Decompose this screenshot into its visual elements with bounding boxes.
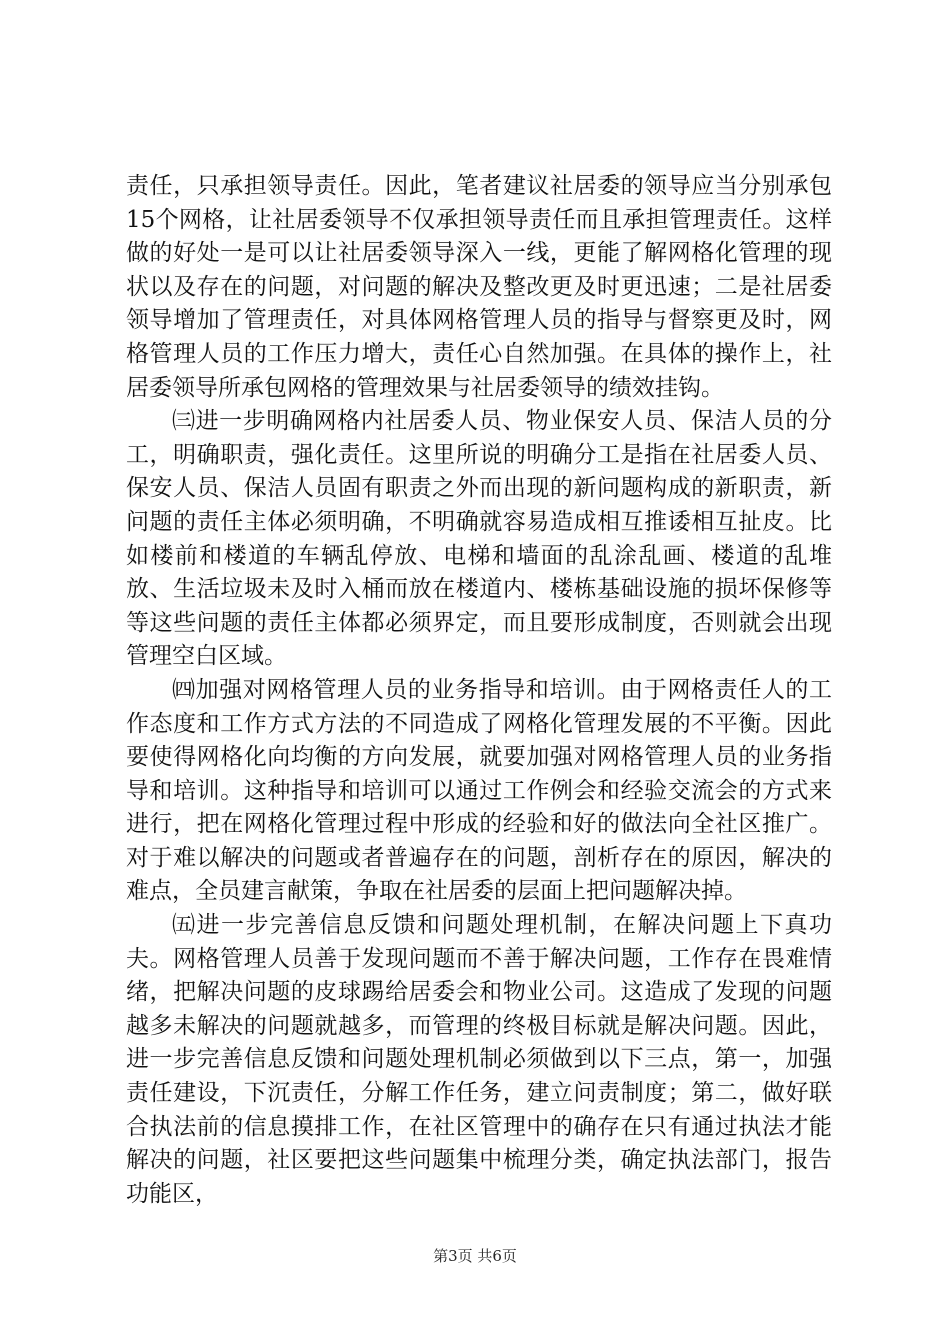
document-body: [126, 170, 832, 1211]
paragraph-section-4: ㈣加强对网格管理人员的业务指导和培训。由于网格责任人的工作态度和工作方式方法的不同造成了网格化管理发展的不平衡。因此要使得网格化向均衡的方向发展，就要加强对网格管理人员的业务指导和培训。这种指导和培训可以通过工作例会和经验交流会的方式来进行，把在网格化管理过程中形成的经验和好的做法向全社区推广。对于难以解决的问题或者普遍存在的问题，剖析存在的原因，解决的难点，全员建言献策，争取在社居委的层面上把问题解决掉。: [126, 676, 832, 905]
page-footer: 第3页 共6页: [433, 1247, 517, 1265]
paragraph-section-5: ㈤进一步完善信息反馈和问题处理机制，在解决问题上下真功夫。网格管理人员善于发现问题而不善于解决问题，工作存在畏难情绪，把解决问题的皮球踢给居委会和物业公司。这造成了发现的问题越多未解决的问题就越多，而管理的终极目标就是解决问题。因此，进一步完善信息反馈和问题处理机制必须做到以下三点，第一，加强责任建设，下沉责任，分解工作任务，建立问责制度；第二，做好联合执法前的信息摸排工作，在社区管理中的确存在只有通过执法才能解决的问题，社区要把这些问题集中梳理分类，确定执法部门，报告功能区，: [126, 912, 832, 1207]
paragraph-continuation: 责任，只承担领导责任。因此，笔者建议社居委的领导应当分别承包15个网格，让社居委领导不仅承担领导责任而且承担管理责任。这样做的好处一是可以让社居委领导深入一线，更能了解网格化管理的现状以及存在的问题，对问题的解决及整改更及时更迅速；二是社居委领导增加了管理责任，对具体网格管理人员的指导与督察更及时，网格管理人员的工作压力增大，责任心自然加强。在具体的操作上，社居委领导所承包网格的管理效果与社居委领导的绩效挂钩。: [126, 173, 832, 401]
paragraph-section-3: ㈢进一步明确网格内社居委人员、物业保安人员、保洁人员的分工，明确职责，强化责任。这里所说的明确分工是指在社居委人员、保安人员、保洁人员固有职责之外而出现的新问题构成的新职责，新问题的责任主体必须明确，不明确就容易造成相互推诿相互扯皮。比如楼前和楼道的车辆乱停放、电梯和墙面的乱涂乱画、楼道的乱堆放、生活垃圾未及时入桶而放在楼道内、楼栋基础设施的损坏保修等等这些问题的责任主体都必须界定，而且要形成制度，否则就会出现管理空白区域。: [126, 408, 832, 670]
